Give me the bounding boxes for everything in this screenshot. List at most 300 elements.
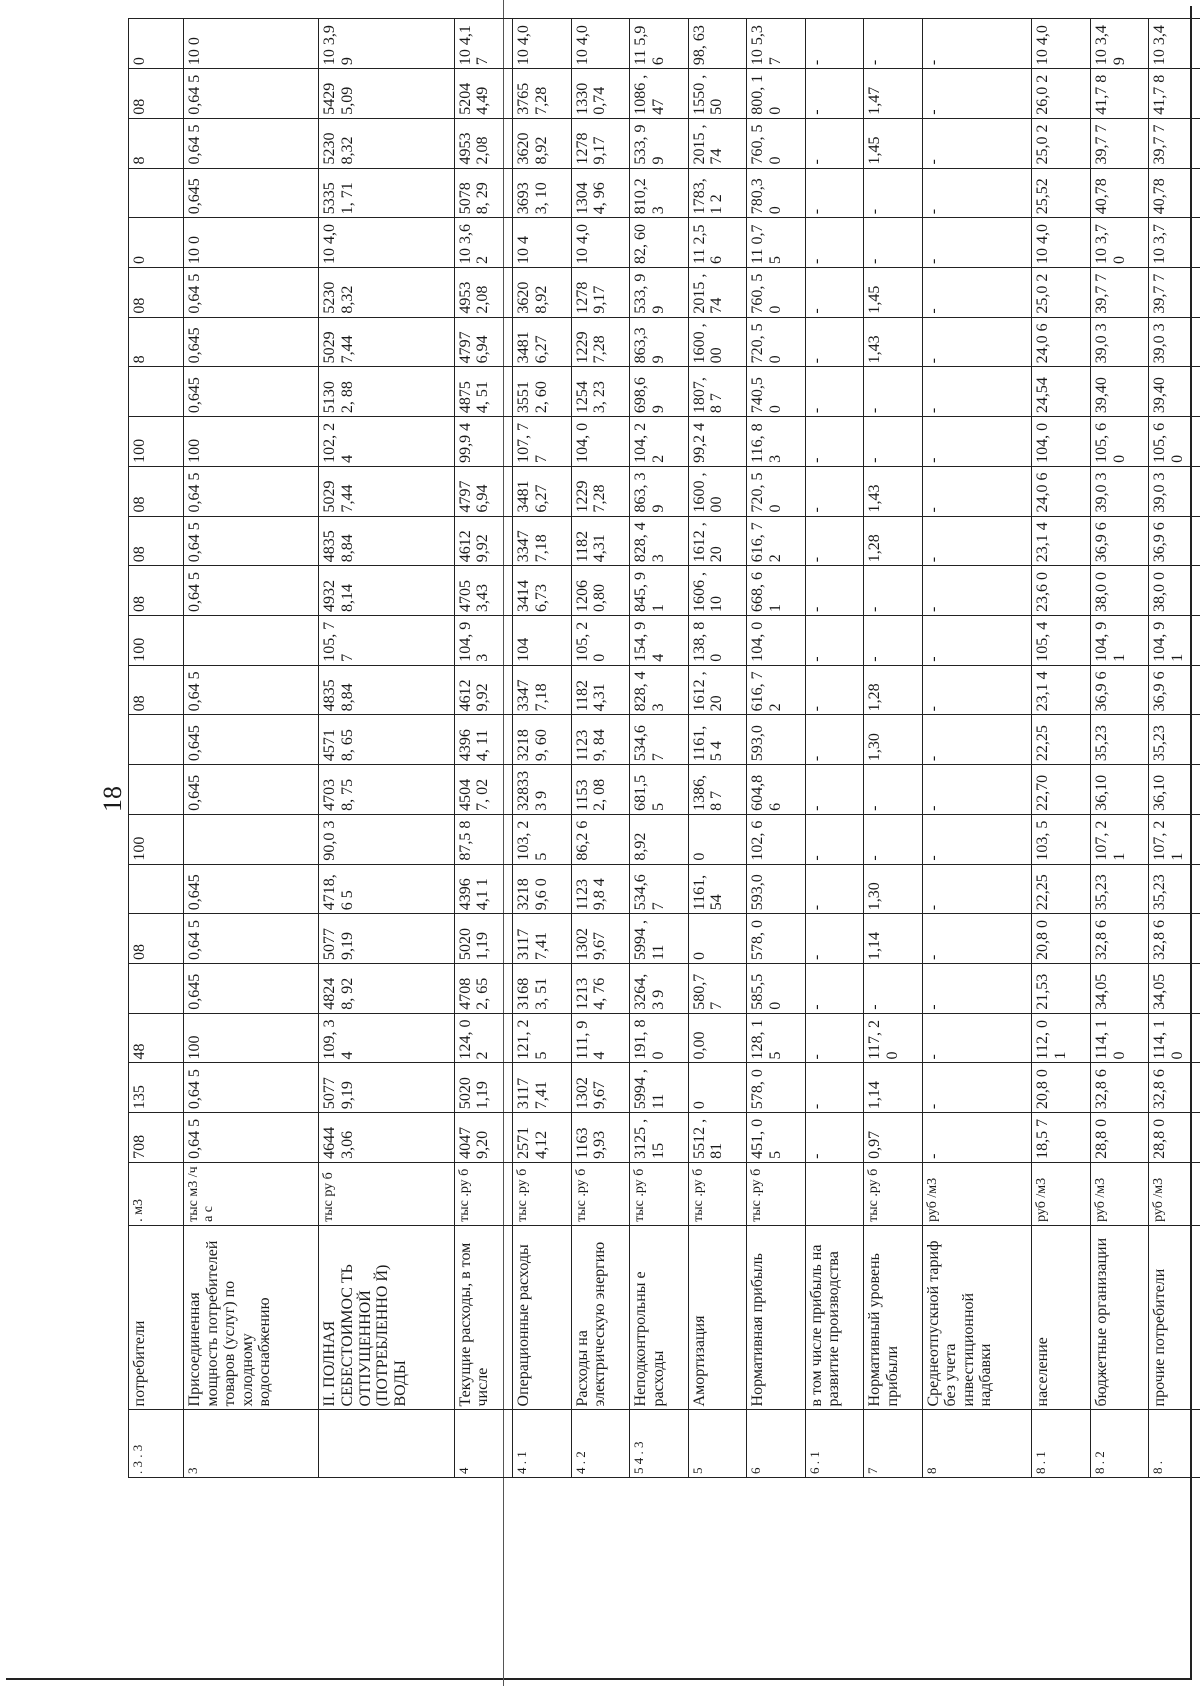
value-cell: 698,69 [630,367,689,417]
table-row [1149,19,1200,1478]
value-cell: 20,8 0 [1032,914,1091,964]
value-cell: 5020 1,19 [454,1063,513,1113]
value-cell: 121, 25 [513,1013,572,1063]
value-cell: 105, 20 [571,615,630,665]
value-cell: 1,30 [864,715,923,765]
value-cell: 0,645 [184,715,319,765]
value-cell: - [805,19,864,69]
value-cell: - [805,814,864,864]
value-cell: - [805,615,864,665]
value-cell: 32,8 6 [1090,914,1149,964]
value-cell: - [922,69,1032,119]
value-cell: 100 [129,814,184,864]
value-cell: 1612 ,20 [688,516,747,566]
value-cell: 08 [129,914,184,964]
value-cell: 4705 3,43 [454,566,513,616]
value-cell: 48 [129,1013,184,1063]
value-cell: - [922,914,1032,964]
value-cell: - [922,864,1032,914]
value-cell: - [805,864,864,914]
row-index-cell: . 3 . 3 [129,1410,184,1478]
value-cell: 800, 10 [747,69,806,119]
value-cell: 4953 2,08 [454,267,513,317]
value-cell: - [864,814,923,864]
value-cell: - [922,814,1032,864]
value-cell: 12543, 23 [571,367,630,417]
table-row [922,19,1032,1478]
value-cell: - [922,367,1032,417]
value-cell: 4932 8,14 [319,566,454,616]
value-cell: 10 4 [513,218,572,268]
unit-cell: тыс м3 /ча с [184,1162,319,1225]
value-cell: 4953 2,08 [454,118,513,168]
value-cell: - [922,466,1032,516]
value-cell: 135 [129,1063,184,1113]
value-cell: 760, 50 [747,267,806,317]
value-cell: 1278 9,17 [571,118,630,168]
value-cell: 4612 9,92 [454,665,513,715]
value-cell: 10 0 [184,218,319,268]
value-cell: 23,6 0 [1032,566,1091,616]
row-index-cell: 8 . 1 [1032,1410,1091,1478]
value-cell: 47082, 65 [454,964,513,1014]
value-cell: 4835 8,84 [319,665,454,715]
row-label-cell: Амортизация [688,1225,747,1410]
row-label-cell: потребители [129,1225,184,1410]
value-cell: - [864,218,923,268]
value-cell: 3481 6,27 [513,317,572,367]
value-cell: 451, 05 [747,1113,806,1163]
value-cell: - [922,317,1032,367]
value-cell: 3117 7,41 [513,914,572,964]
value-cell: 4797 6,94 [454,317,513,367]
value-cell: 0,64 5 [184,1063,319,1113]
value-cell: 103, 25 [513,814,572,864]
value-cell: - [864,765,923,815]
tariff-table-container [128,18,1200,1478]
value-cell: 5029 7,44 [319,317,454,367]
value-cell: 39,7 7 [1090,118,1149,168]
value-cell: - [922,19,1032,69]
value-cell: 760, 50 [747,118,806,168]
value-cell: - [805,566,864,616]
value-cell: 128, 15 [747,1013,806,1063]
value-cell [184,814,319,864]
value-cell: - [922,1013,1032,1063]
value-cell: 39,40 [1090,367,1149,417]
value-cell: 593,0 [747,715,806,765]
value-cell: 5029 7,44 [319,466,454,516]
row-index-cell: 5 4 . 3 [630,1410,689,1478]
value-cell: - [805,69,864,119]
value-cell: - [805,1063,864,1113]
value-cell: 38,0 0 [1090,566,1149,616]
value-cell: 100 [129,417,184,467]
value-cell: - [805,417,864,467]
value-cell: 0,645 [184,168,319,218]
value-cell: 720, 50 [747,466,806,516]
unit-cell: руб /м3 [1090,1162,1149,1225]
value-cell: 10 3,7 [1149,218,1200,268]
value-cell: 38,0 0 [1149,566,1200,616]
value-cell: 21,53 [1032,964,1091,1014]
value-cell: 533, 99 [630,267,689,317]
value-cell: 45047, 02 [454,765,513,815]
value-cell: - [864,615,923,665]
value-cell: 36,9 6 [1149,665,1200,715]
row-label-cell: Операционные расходы [513,1225,572,1410]
value-cell: 780,30 [747,168,806,218]
value-cell: 50788, 29 [454,168,513,218]
value-cell: 22,25 [1032,715,1091,765]
value-cell: 10 3,6 2 [454,218,513,268]
value-cell: - [805,765,864,815]
value-cell: 616, 72 [747,665,806,715]
row-label-cell: в том числе прибыль на развитие производства [805,1225,864,1410]
value-cell: 1182 4,31 [571,516,630,566]
value-cell: 845, 91 [630,566,689,616]
value-cell: 1,28 [864,665,923,715]
unit-cell: руб /м3 [1149,1162,1200,1225]
value-cell: 828, 43 [630,665,689,715]
value-cell: 1,14 [864,914,923,964]
value-cell: 10 3,4 9 [1090,19,1149,69]
value-cell: 39,0 3 [1090,317,1149,367]
value-cell: 51302, 88 [319,367,454,417]
value-cell: 708 [129,1113,184,1163]
value-cell: - [922,168,1032,218]
value-cell: 36,10 [1090,765,1149,815]
value-cell: 10 4,0 [319,218,454,268]
value-cell: 3125 ,15 [630,1113,689,1163]
value-cell: 4644 3,06 [319,1113,454,1163]
value-cell: 1330 0,74 [571,69,630,119]
value-cell: 1229 7,28 [571,466,630,516]
value-cell: 10 5,3 7 [747,19,806,69]
value-cell: 534,67 [630,715,689,765]
value-cell: 43964,1 1 [454,864,513,914]
value-cell: 1161,54 [688,864,747,914]
value-cell [129,168,184,218]
value-cell: 35,23 [1149,864,1200,914]
value-cell: 82, 60 [630,218,689,268]
value-cell: - [805,1113,864,1163]
value-cell: 28,8 0 [1149,1113,1200,1163]
value-cell: 117, 20 [864,1013,923,1063]
value-cell: 0 [688,914,747,964]
table-row [513,19,572,1478]
value-cell: 1182 4,31 [571,665,630,715]
value-cell: 3620 8,92 [513,267,572,317]
row-index-cell: 8 . 2 [1090,1410,1149,1478]
value-cell: 3765 7,28 [513,69,572,119]
value-cell: 40,78 [1149,168,1200,218]
value-cell: 39,0 3 [1149,466,1200,516]
value-cell: 104 [513,615,572,665]
value-cell: 154, 94 [630,615,689,665]
value-cell: 98, 63 [688,19,747,69]
value-cell: 0 [129,19,184,69]
value-cell: 104, 0 [747,615,806,665]
value-cell: 1278 9,17 [571,267,630,317]
value-cell: 3414 6,73 [513,566,572,616]
table-row [630,19,689,1478]
value-cell: 1550 ,50 [688,69,747,119]
value-cell: 25,0 2 [1032,267,1091,317]
row-label-cell: Расходы на электрическую энергию [571,1225,630,1410]
unit-cell: руб /м3 [1032,1162,1091,1225]
value-cell: 32189,6 0 [513,864,572,914]
value-cell: 0 [129,218,184,268]
value-cell: 39,7 7 [1149,118,1200,168]
value-cell: - [864,19,923,69]
value-cell: 0,645 [184,367,319,417]
value-cell: 32,8 6 [1149,1063,1200,1113]
value-cell: - [805,964,864,1014]
value-cell: 0,64 5 [184,1113,319,1163]
value-cell: 1161,5 4 [688,715,747,765]
value-cell: 99,9 4 [454,417,513,467]
value-cell: 53351, 71 [319,168,454,218]
value-cell: 103, 5 [1032,814,1091,864]
value-cell: 25,0 2 [1032,118,1091,168]
value-cell: 828, 43 [630,516,689,566]
value-cell: 13044, 96 [571,168,630,218]
value-cell: 3481 6,27 [513,466,572,516]
row-label-cell: Текущие расходы, в том числе [454,1225,513,1410]
value-cell: 104, 22 [630,417,689,467]
value-cell: 1612 ,20 [688,665,747,715]
value-cell: 863, 39 [630,466,689,516]
value-cell: - [922,516,1032,566]
value-cell: 34,05 [1149,964,1200,1014]
value-cell: 1,47 [864,69,923,119]
row-index-cell: 4 . 1 [513,1410,572,1478]
value-cell: 4612 9,92 [454,516,513,566]
value-cell: 4047 9,20 [454,1113,513,1163]
value-cell: 2015 ,74 [688,118,747,168]
value-cell: - [805,665,864,715]
value-cell: 47038, 75 [319,765,454,815]
value-cell: 1229 7,28 [571,317,630,367]
value-cell: 23,1 4 [1032,516,1091,566]
value-cell: 1807,8 7 [688,367,747,417]
value-cell: 107, 21 [1149,814,1200,864]
value-cell: - [864,964,923,1014]
value-cell: 0,645 [184,864,319,914]
value-cell: - [922,417,1032,467]
value-cell: 5077 9,19 [319,1063,454,1113]
value-cell: 1,14 [864,1063,923,1113]
value-cell: 39,7 7 [1149,267,1200,317]
value-cell: 863,3 9 [630,317,689,367]
value-cell: 99,2 4 [688,417,747,467]
value-cell: 10 4,0 [571,19,630,69]
value-cell: 26,0 2 [1032,69,1091,119]
value-cell: 08 [129,466,184,516]
value-cell: 10 3,7 0 [1090,218,1149,268]
unit-cell: тыс .ру б [454,1162,513,1225]
value-cell: 5204 4,49 [454,69,513,119]
unit-cell: руб /м3 [922,1162,1032,1225]
value-cell: 11 0,7 5 [747,218,806,268]
value-cell: 102, 6 [747,814,806,864]
table-row [1090,19,1149,1478]
value-cell: 36,10 [1149,765,1200,815]
value-cell: 5077 9,19 [319,914,454,964]
value-cell: 100 [184,417,319,467]
table-row [864,19,923,1478]
row-label-cell: Неподконтрольны е расходы [630,1225,689,1410]
value-cell: 0,64 5 [184,665,319,715]
page-number: 18 [98,786,127,812]
value-cell: 0,97 [864,1113,923,1163]
value-cell: 114, 10 [1149,1013,1200,1063]
value-cell: 604,86 [747,765,806,815]
value-cell: 5994 ,11 [630,914,689,964]
value-cell: - [805,218,864,268]
row-index-cell: 4 . 2 [571,1410,630,1478]
value-cell: 3347 7,18 [513,665,572,715]
value-cell: 328333 9 [513,765,572,815]
value-cell: 1302 9,67 [571,914,630,964]
value-cell: - [922,765,1032,815]
value-cell: 39,40 [1149,367,1200,417]
value-cell: 90,0 3 [319,814,454,864]
value-cell: 107, 21 [1090,814,1149,864]
unit-cell: тыс .ру б [747,1162,806,1225]
row-label-cell: II. ПОЛНАЯ СЕБЕСТОИМОС ТЬ ОТПУЩЕННОЙ (ПОТРЕБЛЕННО Й) ВОДЫ [319,1225,454,1410]
value-cell: 100 [129,615,184,665]
value-cell: 668, 61 [747,566,806,616]
value-cell: 11532, 08 [571,765,630,815]
value-cell: 0 [688,814,747,864]
value-cell: - [864,168,923,218]
row-label-cell: Среднеотпускной тариф без учета инвестиционной надбавки [922,1225,1032,1410]
value-cell: 48754, 51 [454,367,513,417]
value-cell: 08 [129,566,184,616]
value-cell: 1,28 [864,516,923,566]
value-cell: - [922,715,1032,765]
value-cell: 104, 91 [1149,615,1200,665]
unit-cell: тыс ру б [319,1162,454,1225]
value-cell: 5020 1,19 [454,914,513,964]
unit-cell: . м3 [129,1162,184,1225]
row-label-cell: население [1032,1225,1091,1410]
value-cell: - [922,218,1032,268]
value-cell: 24,54 [1032,367,1091,417]
value-cell: 100 [184,1013,319,1063]
value-cell: 5230 8,32 [319,118,454,168]
row-index-cell: 4 [454,1410,513,1478]
value-cell: 191, 80 [630,1013,689,1063]
value-cell: 720, 50 [747,317,806,367]
value-cell: 08 [129,665,184,715]
value-cell: 0,64 5 [184,466,319,516]
value-cell: 104, 0 [1032,417,1091,467]
value-cell: 1,45 [864,118,923,168]
value-cell: - [922,1113,1032,1163]
row-label-cell: Присоединенная мощность потребителей товаров (услуг) по холодному водоснабжению [184,1225,319,1410]
value-cell: 3347 7,18 [513,516,572,566]
value-cell: 41,7 8 [1149,69,1200,119]
value-cell: 10 4,0 [1032,19,1091,69]
value-cell: - [805,516,864,566]
table-row [747,19,806,1478]
value-cell: 32,8 6 [1149,914,1200,964]
row-index-cell: 6 [747,1410,806,1478]
table-row [184,19,319,1478]
value-cell: 32189, 60 [513,715,572,765]
row-label-cell: Нормативный уровень прибыли [864,1225,923,1410]
unit-cell [805,1162,864,1225]
value-cell: 41,7 8 [1090,69,1149,119]
value-cell: 28,8 0 [1090,1113,1149,1163]
value-cell: 111, 94 [571,1013,630,1063]
value-cell: 1,43 [864,466,923,516]
value-cell: 35,23 [1090,715,1149,765]
value-cell: 08 [129,69,184,119]
value-cell [129,765,184,815]
value-cell: 23,1 4 [1032,665,1091,715]
value-cell: 48248, 92 [319,964,454,1014]
value-cell: 0,64 5 [184,914,319,964]
value-cell: 35512, 60 [513,367,572,417]
value-cell: 10 3,4 [1149,19,1200,69]
row-index-cell [319,1410,454,1478]
value-cell: 1600 ,00 [688,466,747,516]
value-cell: 0,00 [688,1013,747,1063]
value-cell: - [805,367,864,417]
value-cell: 616, 72 [747,516,806,566]
value-cell: 0,64 5 [184,516,319,566]
value-cell: 740,50 [747,367,806,417]
value-cell: 578, 0 [747,914,806,964]
value-cell: 107, 77 [513,417,572,467]
value-cell: 20,8 0 [1032,1063,1091,1113]
value-cell: 810,23 [630,168,689,218]
value-cell: 8 [129,317,184,367]
value-cell: 36933, 10 [513,168,572,218]
value-cell [129,964,184,1014]
value-cell: 0,645 [184,964,319,1014]
unit-cell: тыс .ру б [513,1162,572,1225]
table-row [805,19,864,1478]
value-cell: 105, 77 [319,615,454,665]
value-cell: 8 [129,118,184,168]
value-cell: 35,23 [1090,864,1149,914]
value-cell: 39,0 3 [1149,317,1200,367]
tariff-table [128,18,1200,1478]
value-cell: 12134, 76 [571,964,630,1014]
value-cell: 1206 0,80 [571,566,630,616]
value-cell: 24,0 6 [1032,317,1091,367]
value-cell: 3620 8,92 [513,118,572,168]
value-cell: 5994 ,11 [630,1063,689,1113]
table-row [571,19,630,1478]
table-header-row [129,19,184,1478]
row-label-cell: бюджетные организации [1090,1225,1149,1410]
value-cell: 104, 0 [571,417,630,467]
value-cell: 104, 93 [454,615,513,665]
value-cell: 86,2 6 [571,814,630,864]
unit-cell: тыс .ру б [688,1162,747,1225]
value-cell: 10 4,1 7 [454,19,513,69]
value-cell: - [805,715,864,765]
value-cell: 533, 99 [630,118,689,168]
value-cell: 18,5 7 [1032,1113,1091,1163]
value-cell: 5512 ,81 [688,1113,747,1163]
